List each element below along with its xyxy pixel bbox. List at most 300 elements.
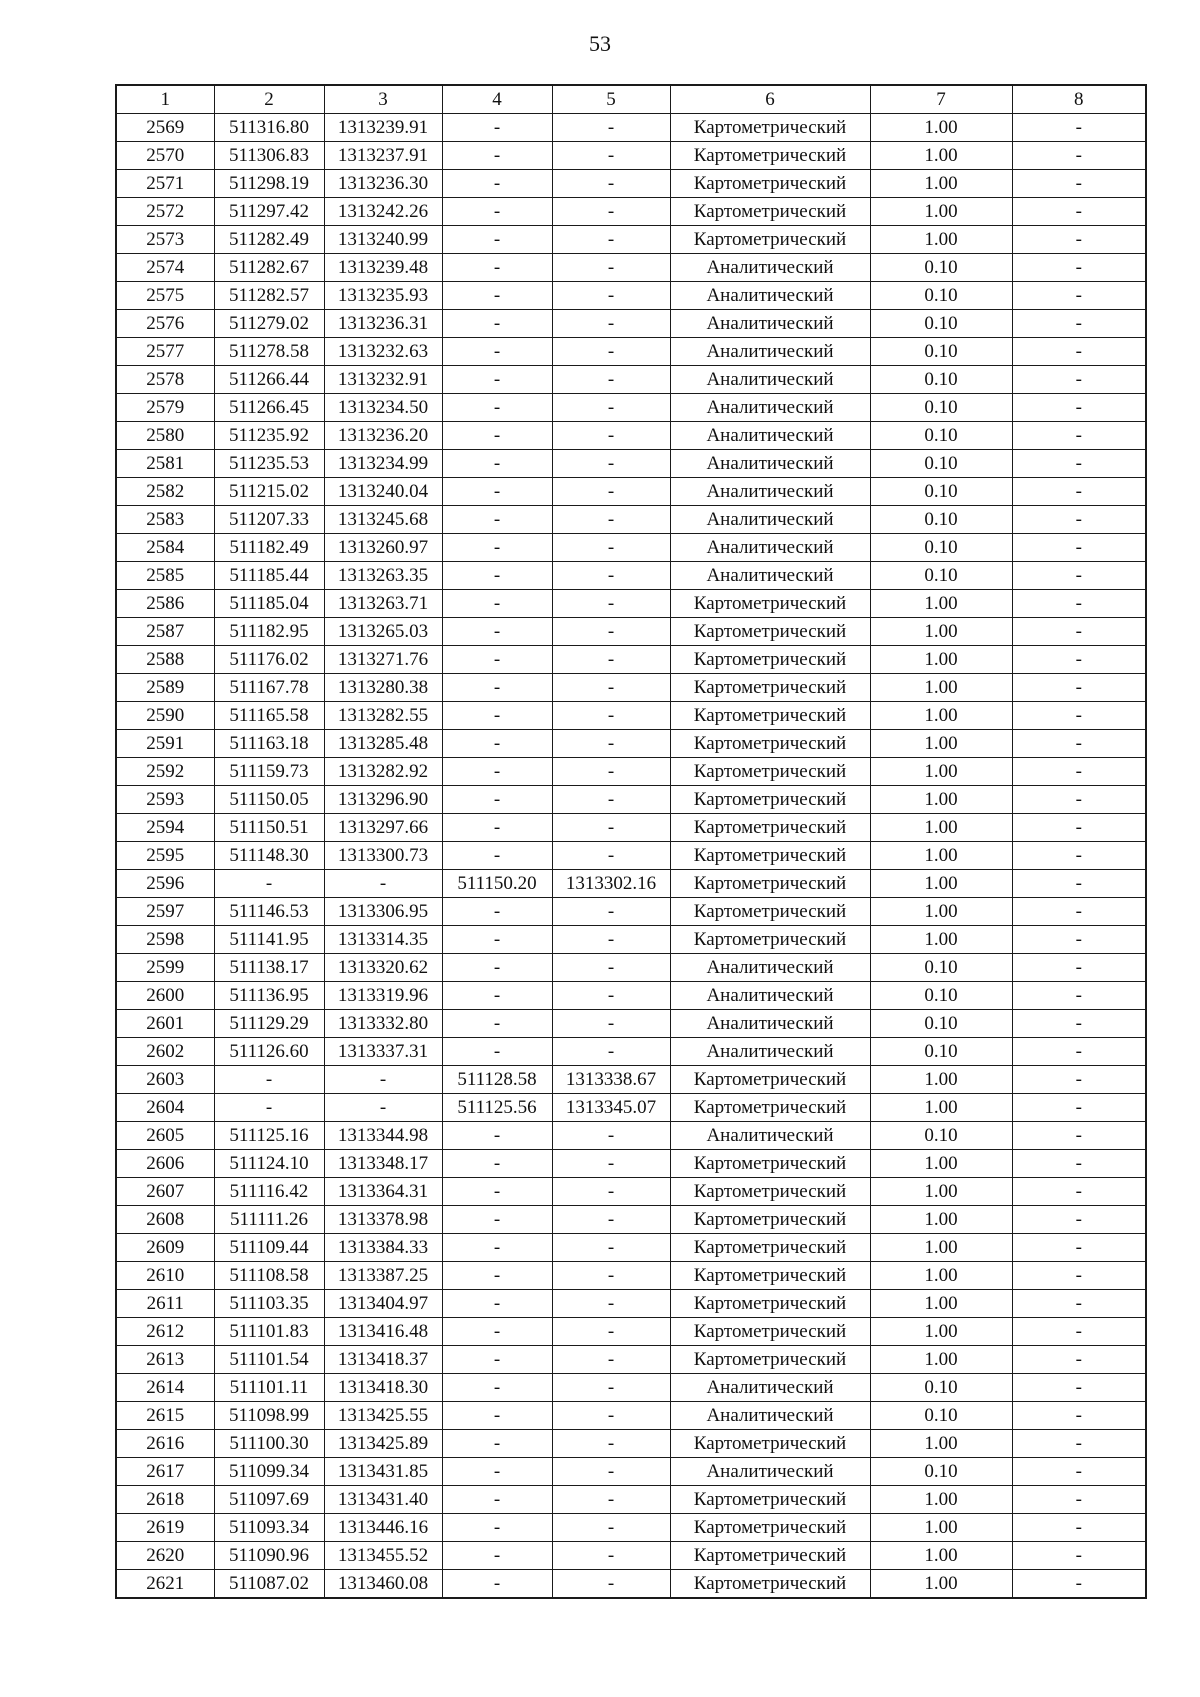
table-cell: 2600 (116, 982, 214, 1010)
table-cell: 1313234.99 (324, 450, 442, 478)
table-cell: 2617 (116, 1458, 214, 1486)
table-row (116, 170, 1146, 198)
table-row (116, 1262, 1146, 1290)
table-cell: 1.00 (870, 618, 1012, 646)
table-cell: 1313338.67 (552, 1066, 670, 1094)
table-cell: Картометрический (670, 1346, 870, 1374)
table-cell: - (552, 534, 670, 562)
table-cell: 511128.58 (442, 1066, 552, 1094)
table-cell: 2593 (116, 786, 214, 814)
table-cell: 0.10 (870, 422, 1012, 450)
table-cell: - (1012, 170, 1146, 198)
table-cell: 1313455.52 (324, 1542, 442, 1570)
table-cell: 1313345.07 (552, 1094, 670, 1122)
table-cell: 1.00 (870, 114, 1012, 142)
table-cell: 1313314.35 (324, 926, 442, 954)
table-cell: - (442, 1234, 552, 1262)
table-cell: 511126.60 (214, 1038, 324, 1066)
table-cell: 511141.95 (214, 926, 324, 954)
table-cell: Аналитический (670, 1374, 870, 1402)
table-cell: - (442, 898, 552, 926)
table-cell: 511159.73 (214, 758, 324, 786)
table-cell: - (442, 1122, 552, 1150)
table-cell: - (442, 1514, 552, 1542)
header-col-1: 1 (116, 85, 214, 114)
table-cell: 1.00 (870, 730, 1012, 758)
table-cell: 1.00 (870, 786, 1012, 814)
table-cell: 1.00 (870, 1206, 1012, 1234)
table-cell: - (552, 1430, 670, 1458)
table-cell: - (1012, 198, 1146, 226)
table-cell: - (442, 1038, 552, 1066)
table-cell: 2583 (116, 506, 214, 534)
table-cell: - (1012, 1514, 1146, 1542)
table-cell: 2605 (116, 1122, 214, 1150)
table-cell: Аналитический (670, 982, 870, 1010)
table-cell: 1.00 (870, 1430, 1012, 1458)
table-cell: Аналитический (670, 1402, 870, 1430)
table-cell: 1313234.50 (324, 394, 442, 422)
table-cell: 2580 (116, 422, 214, 450)
table-cell: 1313378.98 (324, 1206, 442, 1234)
table-cell: - (442, 1346, 552, 1374)
table-cell: - (552, 618, 670, 646)
table-row (116, 1318, 1146, 1346)
table-cell: - (442, 926, 552, 954)
table-cell: 1313245.68 (324, 506, 442, 534)
table-cell: Аналитический (670, 506, 870, 534)
table-cell: Аналитический (670, 254, 870, 282)
table-row (116, 1094, 1146, 1122)
table-cell: 1.00 (870, 646, 1012, 674)
table-row (116, 1290, 1146, 1318)
table-cell: - (442, 1458, 552, 1486)
table-row (116, 702, 1146, 730)
table-cell: 1313364.31 (324, 1178, 442, 1206)
table-cell: Картометрический (670, 1486, 870, 1514)
table-cell: Картометрический (670, 926, 870, 954)
table-cell: 1313384.33 (324, 1234, 442, 1262)
table-cell: - (442, 1318, 552, 1346)
table-cell: 511148.30 (214, 842, 324, 870)
table-row (116, 534, 1146, 562)
table-row (116, 1038, 1146, 1066)
table-cell: 2581 (116, 450, 214, 478)
table-cell: 511101.11 (214, 1374, 324, 1402)
table-cell: 2615 (116, 1402, 214, 1430)
table-cell: - (1012, 478, 1146, 506)
table-cell: 0.10 (870, 254, 1012, 282)
table-cell: - (442, 1542, 552, 1570)
table-cell: - (442, 310, 552, 338)
table-cell: 511165.58 (214, 702, 324, 730)
table-cell: 2591 (116, 730, 214, 758)
table-cell: 1313237.91 (324, 142, 442, 170)
table-cell: 511278.58 (214, 338, 324, 366)
table-cell: 511182.95 (214, 618, 324, 646)
table-cell: 1313263.35 (324, 562, 442, 590)
table-cell: - (552, 954, 670, 982)
table-cell: 1313320.62 (324, 954, 442, 982)
table-cell: 511103.35 (214, 1290, 324, 1318)
table-cell: 2586 (116, 590, 214, 618)
table-cell: - (552, 1514, 670, 1542)
table-cell: 0.10 (870, 506, 1012, 534)
table-cell: Картометрический (670, 898, 870, 926)
table-cell: 511108.58 (214, 1262, 324, 1290)
table-row (116, 282, 1146, 310)
table-cell: 1313260.97 (324, 534, 442, 562)
table-cell: Картометрический (670, 590, 870, 618)
table-cell: 511215.02 (214, 478, 324, 506)
table-cell: - (442, 1150, 552, 1178)
table-cell: - (1012, 1402, 1146, 1430)
table-cell: 511090.96 (214, 1542, 324, 1570)
table-cell: Аналитический (670, 338, 870, 366)
table-cell: 1313319.96 (324, 982, 442, 1010)
table-cell: - (214, 870, 324, 898)
table-cell: 1313242.26 (324, 198, 442, 226)
table-cell: - (552, 422, 670, 450)
table-cell: 2572 (116, 198, 214, 226)
table-row (116, 1150, 1146, 1178)
table-cell: 2569 (116, 114, 214, 142)
table-cell: 0.10 (870, 282, 1012, 310)
table-cell: - (442, 702, 552, 730)
table-row (116, 1570, 1146, 1599)
table-cell: 2575 (116, 282, 214, 310)
table-cell: - (442, 1486, 552, 1514)
table-cell: 511282.67 (214, 254, 324, 282)
table-cell: - (552, 842, 670, 870)
table-row (116, 842, 1146, 870)
table-cell: 511182.49 (214, 534, 324, 562)
table-cell: 2576 (116, 310, 214, 338)
table-cell: 0.10 (870, 954, 1012, 982)
table-cell: 2601 (116, 1010, 214, 1038)
table-cell: - (552, 590, 670, 618)
table-cell: 511109.44 (214, 1234, 324, 1262)
table-cell: - (1012, 758, 1146, 786)
table-cell: - (552, 1374, 670, 1402)
table-row (116, 1234, 1146, 1262)
table-cell: - (1012, 926, 1146, 954)
table-row (116, 590, 1146, 618)
table-cell: - (1012, 870, 1146, 898)
table-row (116, 1402, 1146, 1430)
table-cell: - (552, 450, 670, 478)
table-cell: 0.10 (870, 1402, 1012, 1430)
table-cell: - (442, 1262, 552, 1290)
table-cell: 511125.56 (442, 1094, 552, 1122)
table-cell: - (442, 506, 552, 534)
table-cell: 0.10 (870, 562, 1012, 590)
table-cell: 2571 (116, 170, 214, 198)
table-cell: - (442, 170, 552, 198)
table-row (116, 254, 1146, 282)
table-cell: 1.00 (870, 898, 1012, 926)
table-cell: - (552, 926, 670, 954)
table-cell: 511282.49 (214, 226, 324, 254)
header-col-5: 5 (552, 85, 670, 114)
table-cell: Картометрический (670, 170, 870, 198)
table-cell: 1313387.25 (324, 1262, 442, 1290)
table-cell: 2587 (116, 618, 214, 646)
table-cell: - (552, 506, 670, 534)
table-cell: - (1012, 842, 1146, 870)
table-cell: - (1012, 1542, 1146, 1570)
table-cell: - (442, 422, 552, 450)
table-cell: 511163.18 (214, 730, 324, 758)
table-cell: 2589 (116, 674, 214, 702)
table-cell: 2608 (116, 1206, 214, 1234)
table-cell: - (552, 338, 670, 366)
table-cell: - (1012, 1486, 1146, 1514)
table-cell: - (1012, 1094, 1146, 1122)
table-cell: - (1012, 1458, 1146, 1486)
table-cell: - (552, 1346, 670, 1374)
table-cell: 1313337.31 (324, 1038, 442, 1066)
table-cell: 0.10 (870, 1458, 1012, 1486)
table-cell: 511100.30 (214, 1430, 324, 1458)
table-cell: Аналитический (670, 1038, 870, 1066)
table-cell: - (552, 1234, 670, 1262)
table-cell: 2604 (116, 1094, 214, 1122)
table-row (116, 618, 1146, 646)
table-cell: - (442, 1570, 552, 1599)
table-row (116, 226, 1146, 254)
table-cell: 1.00 (870, 814, 1012, 842)
table-cell: Аналитический (670, 562, 870, 590)
table-cell: 0.10 (870, 534, 1012, 562)
table-cell: Аналитический (670, 394, 870, 422)
table-cell: - (552, 562, 670, 590)
table-row (116, 730, 1146, 758)
table-cell: - (1012, 1262, 1146, 1290)
table-cell: 2607 (116, 1178, 214, 1206)
table-cell: 1313235.93 (324, 282, 442, 310)
table-cell: - (552, 1038, 670, 1066)
table-row (116, 1374, 1146, 1402)
table-cell: 511279.02 (214, 310, 324, 338)
table-cell: - (442, 786, 552, 814)
table-cell: 1.00 (870, 1486, 1012, 1514)
table-cell: 1.00 (870, 142, 1012, 170)
table-cell: - (552, 394, 670, 422)
table-row (116, 1206, 1146, 1234)
table-cell: - (442, 590, 552, 618)
table-cell: Аналитический (670, 450, 870, 478)
table-cell: 1.00 (870, 1514, 1012, 1542)
table-cell: - (1012, 338, 1146, 366)
table-cell: Картометрический (670, 1318, 870, 1346)
table-cell: - (552, 786, 670, 814)
table-body (116, 114, 1146, 1599)
table-cell: Аналитический (670, 954, 870, 982)
table-cell: Картометрический (670, 1206, 870, 1234)
table-cell: - (1012, 1038, 1146, 1066)
table-cell: Аналитический (670, 478, 870, 506)
table-cell: - (1012, 254, 1146, 282)
table-cell: 1.00 (870, 226, 1012, 254)
table-row (116, 1542, 1146, 1570)
table-cell: 1313431.40 (324, 1486, 442, 1514)
table-cell: Аналитический (670, 534, 870, 562)
table-cell: 1313418.37 (324, 1346, 442, 1374)
table-cell: - (552, 730, 670, 758)
table-cell: - (1012, 1318, 1146, 1346)
table-row (116, 1122, 1146, 1150)
table-cell: 2616 (116, 1430, 214, 1458)
table-cell: 511176.02 (214, 646, 324, 674)
table-row (116, 1010, 1146, 1038)
table-cell: - (442, 954, 552, 982)
table-row (116, 338, 1146, 366)
table-cell: 511138.17 (214, 954, 324, 982)
table-cell: - (552, 1150, 670, 1178)
table-cell: - (442, 254, 552, 282)
table-cell: - (552, 898, 670, 926)
table-cell: 2597 (116, 898, 214, 926)
table-cell: - (552, 814, 670, 842)
table-cell: 511266.44 (214, 366, 324, 394)
table-cell: 0.10 (870, 338, 1012, 366)
table-cell: 511306.83 (214, 142, 324, 170)
table-cell: 1313416.48 (324, 1318, 442, 1346)
table-cell: Картометрический (670, 142, 870, 170)
table-row (116, 786, 1146, 814)
table-cell: - (1012, 310, 1146, 338)
table-cell: - (324, 1094, 442, 1122)
table-cell: 1.00 (870, 702, 1012, 730)
table-cell: - (552, 1318, 670, 1346)
table-cell: 511101.83 (214, 1318, 324, 1346)
table-cell: - (442, 730, 552, 758)
table-cell: 1313282.92 (324, 758, 442, 786)
table-cell: 511136.95 (214, 982, 324, 1010)
table-cell: 2595 (116, 842, 214, 870)
table-cell: 2590 (116, 702, 214, 730)
table-cell: Картометрический (670, 646, 870, 674)
table-cell: - (552, 282, 670, 310)
table-cell: 511235.53 (214, 450, 324, 478)
table-cell: 0.10 (870, 394, 1012, 422)
table-cell: 511125.16 (214, 1122, 324, 1150)
header-col-2: 2 (214, 85, 324, 114)
table-cell: - (442, 982, 552, 1010)
table-cell: 511093.34 (214, 1514, 324, 1542)
table-cell: 1.00 (870, 1318, 1012, 1346)
table-cell: 0.10 (870, 310, 1012, 338)
table-cell: - (552, 1458, 670, 1486)
table-cell: - (552, 478, 670, 506)
table-cell: - (1012, 534, 1146, 562)
table-cell: 1313239.48 (324, 254, 442, 282)
table-cell: - (442, 478, 552, 506)
table-cell: 1313418.30 (324, 1374, 442, 1402)
table-cell: 1313332.80 (324, 1010, 442, 1038)
table-cell: 1.00 (870, 1346, 1012, 1374)
coordinates-table (115, 84, 1147, 1599)
table-cell: - (1012, 730, 1146, 758)
table-cell: Картометрический (670, 1430, 870, 1458)
table-cell: 2584 (116, 534, 214, 562)
table-cell: 511146.53 (214, 898, 324, 926)
table-cell: 2609 (116, 1234, 214, 1262)
table-cell: 1313236.31 (324, 310, 442, 338)
table-row (116, 198, 1146, 226)
table-row (116, 954, 1146, 982)
table-row (116, 1066, 1146, 1094)
table-row (116, 1458, 1146, 1486)
table-cell: - (1012, 1150, 1146, 1178)
table-cell: Аналитический (670, 1010, 870, 1038)
table-cell: Картометрический (670, 1234, 870, 1262)
table-cell: - (442, 646, 552, 674)
table-cell: 0.10 (870, 1374, 1012, 1402)
table-cell: - (552, 646, 670, 674)
table-cell: - (442, 674, 552, 702)
table-cell: - (1012, 618, 1146, 646)
table-cell: - (442, 842, 552, 870)
table-cell: 511097.69 (214, 1486, 324, 1514)
table-cell: - (1012, 142, 1146, 170)
table-row (116, 1486, 1146, 1514)
table-cell: - (442, 198, 552, 226)
table-cell: 2574 (116, 254, 214, 282)
table-cell: 1.00 (870, 1178, 1012, 1206)
table-cell: - (1012, 1010, 1146, 1038)
table-cell: - (552, 1206, 670, 1234)
table-row (116, 758, 1146, 786)
table-row (116, 926, 1146, 954)
table-cell: - (324, 870, 442, 898)
table-cell: - (552, 1178, 670, 1206)
table-cell: 2599 (116, 954, 214, 982)
table-cell: - (552, 1570, 670, 1599)
table-cell: 0.10 (870, 982, 1012, 1010)
table-cell: - (442, 1206, 552, 1234)
table-cell: - (442, 1374, 552, 1402)
table-cell: 2594 (116, 814, 214, 842)
table-row (116, 898, 1146, 926)
header-row (116, 85, 1146, 114)
table-cell: Картометрический (670, 870, 870, 898)
table-cell: - (552, 310, 670, 338)
table-cell: - (442, 1402, 552, 1430)
table-cell: - (1012, 366, 1146, 394)
table-cell: 2570 (116, 142, 214, 170)
table-cell: 2582 (116, 478, 214, 506)
table-cell: - (442, 142, 552, 170)
table-cell: Картометрический (670, 1150, 870, 1178)
table-cell: 1313232.63 (324, 338, 442, 366)
header-col-6: 6 (670, 85, 870, 114)
table-cell: Картометрический (670, 1570, 870, 1599)
table-cell: Картометрический (670, 1094, 870, 1122)
table-cell: 511124.10 (214, 1150, 324, 1178)
table-cell: 1.00 (870, 1150, 1012, 1178)
table-cell: 511150.05 (214, 786, 324, 814)
table-cell: - (552, 1402, 670, 1430)
table-cell: 2606 (116, 1150, 214, 1178)
table-cell: - (1012, 702, 1146, 730)
table-cell: - (442, 394, 552, 422)
table-cell: 2592 (116, 758, 214, 786)
header-col-4: 4 (442, 85, 552, 114)
table-cell: - (1012, 982, 1146, 1010)
table-cell: 1.00 (870, 674, 1012, 702)
